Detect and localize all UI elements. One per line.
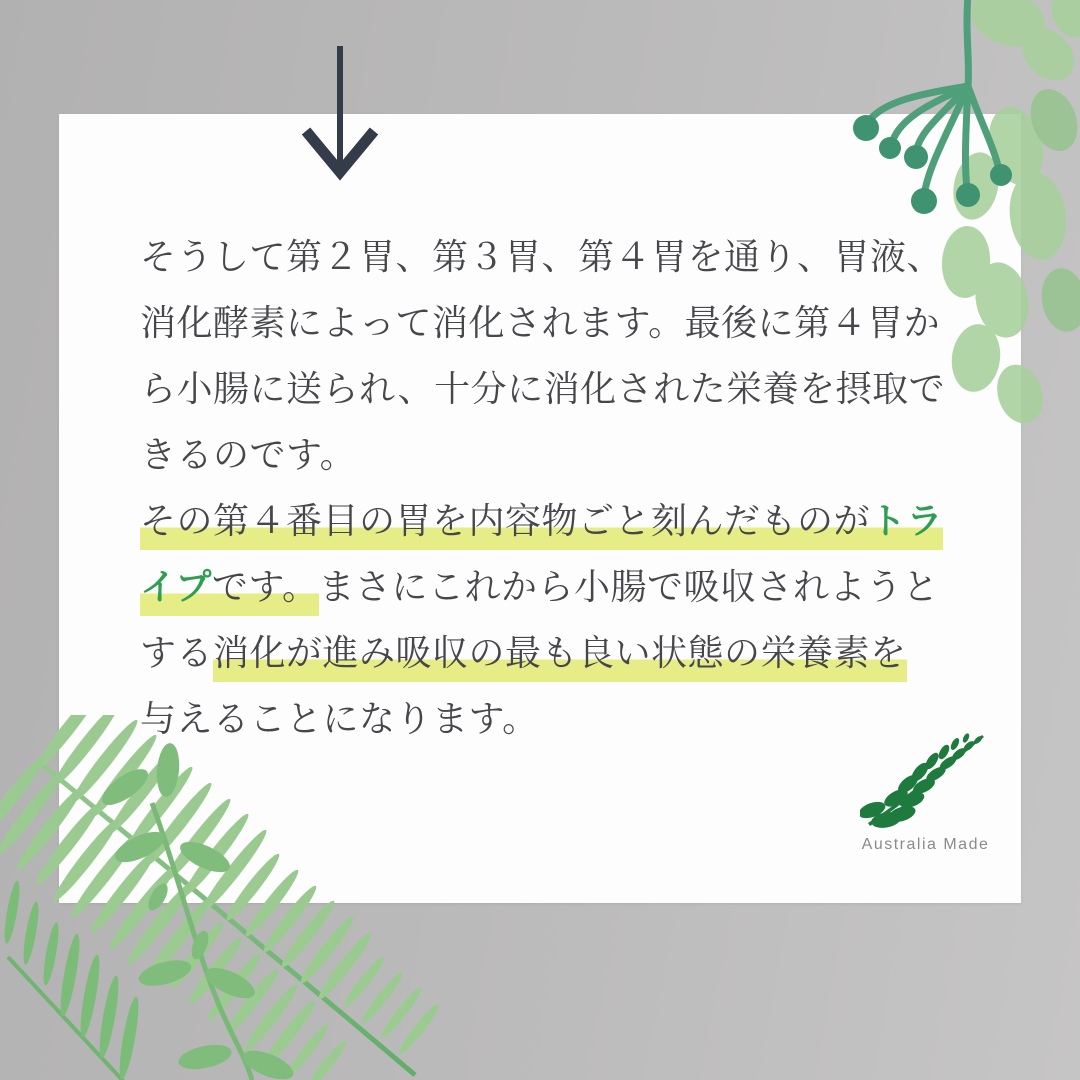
highlighted-text: です。 — [212, 566, 319, 616]
text-segment: 消化酵素によって消化されます。最後に第４胃か — [140, 302, 941, 343]
text-line — [140, 488, 970, 554]
text-segment: ら小腸に送られ、十分に消化された栄養を摂取で — [140, 368, 946, 409]
eucalyptus-branch-icon — [840, 0, 1080, 430]
text-line — [140, 422, 970, 488]
text-line — [140, 620, 970, 686]
australia-made-logo — [838, 732, 1013, 854]
logo-label: Australia Made — [861, 836, 990, 853]
text-line — [140, 554, 970, 620]
text-segment: 与えることになります。 — [140, 698, 539, 739]
text-segment: まさにこれから小腸で吸収されようと — [318, 566, 940, 607]
text-segment: そうして第２胃、第３胃、第４胃を通り、胃液、 — [140, 236, 944, 277]
text-segment: きるのです。 — [140, 434, 357, 475]
fern-logo-icon — [860, 732, 992, 832]
brand-term-tripe: イプ — [140, 566, 212, 616]
corner-fern-icon — [2, 880, 143, 1080]
highlighted-text: その第４番目の胃を内容物ごと刻んだものが — [140, 500, 870, 550]
down-arrow-icon — [298, 44, 382, 184]
fern-frond-icon — [0, 715, 520, 1080]
text-segment: する — [140, 632, 214, 673]
fern-blades — [0, 715, 443, 1080]
brand-term-tripe: トラ — [870, 500, 943, 550]
highlighted-text: 消化が進み吸収の最も良い状態の栄養素を — [213, 632, 907, 682]
